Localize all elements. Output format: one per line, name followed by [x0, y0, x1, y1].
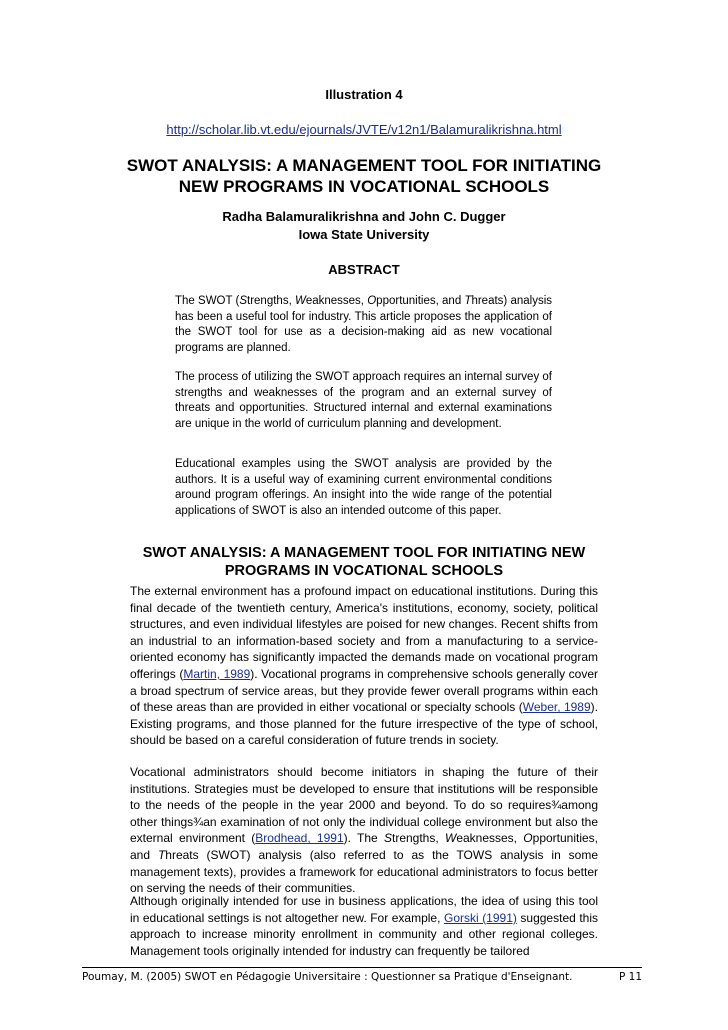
- body-paragraph-1: [130, 583, 598, 749]
- body-p2-text-a: Vocational administrators should become initiators in shaping the future of their institutions. Strategies must be developed to ensure that institutions will be responsible to the needs of the people in the year 2000 and beyond. To do so requires¾among other things¾an examination of not only the individual college environment but also the external environment (: [130, 765, 598, 846]
- body-p2-text-d: eaknesses,: [456, 831, 524, 846]
- section-title-line-2: PROGRAMS IN VOCATIONAL SCHOOLS: [224, 563, 504, 579]
- article-title: [110, 155, 618, 197]
- page-number: P 11: [618, 971, 642, 983]
- article-title-line-2: NEW PROGRAMS IN VOCATIONAL SCHOOLS: [178, 177, 550, 196]
- body-p2-text-c: trengths,: [392, 831, 445, 846]
- abstract-p1-letter-s: S: [239, 295, 248, 307]
- author-affiliation: Iowa State University: [298, 227, 430, 242]
- body-p3-text-a: Although originally intended for use in business applications, the idea of using this tool in educational settings is not altogether new. For example,: [130, 894, 598, 925]
- abstract-p1-text-a: The SWOT (: [175, 295, 240, 307]
- body-p3-text-b: suggested this approach to increase minority enrollment in community and other regional colleges. Management tools originally intended for industry can frequently be tailored: [130, 910, 598, 958]
- body-paragraph-2: [130, 764, 598, 897]
- body-p2-text-b: ). The: [343, 831, 384, 846]
- body-p2-text-f: hreats (SWOT) analysis (also referred to as the TOWS analysis in some management texts), provides a framework for educational administrators to focus better on serving the needs of their communities.: [130, 847, 598, 896]
- body-p2-text-e: pportunities, and: [130, 831, 599, 862]
- section-title: [130, 544, 598, 580]
- citation-link-martin[interactable]: Martin, 1989: [183, 666, 251, 681]
- body-p2-letter-o: O: [523, 831, 533, 846]
- abstract-paragraph-3: Educational examples using the SWOT analysis are provided by the authors. It is a useful way of examining current environmental conditions around program offerings. An insight into the wide range of the potential applications of SWOT is also an intended outcome of this paper.: [175, 458, 552, 518]
- abstract-paragraph-2: The process of utilizing the SWOT approach requires an internal survey of strengths and weaknesses of the program and an external survey of threats and opportunities. Structured internal and external examinations are unique in the world of curriculum planning and development.: [175, 371, 552, 431]
- body-paragraph-3: [130, 893, 598, 961]
- citation-link-weber[interactable]: Weber, 1989: [522, 700, 591, 715]
- citation-link-brodhead[interactable]: Brodhead, 1991: [255, 831, 344, 846]
- abstract-p1-letter-t: T: [464, 295, 472, 307]
- citation-link-gorski[interactable]: Gorski (1991): [443, 910, 517, 925]
- abstract-p1-text-d: pportunities, and: [376, 295, 465, 307]
- source-url-link[interactable]: [0, 122, 728, 137]
- footer-divider: [82, 967, 642, 968]
- author-names: Radha Balamuralikrishna and John C. Dugger: [222, 209, 506, 224]
- body-p2-letter-s: S: [383, 831, 392, 846]
- article-title-line-1: SWOT ANALYSIS: A MANAGEMENT TOOL FOR INITIATING: [126, 156, 602, 175]
- abstract-heading: ABSTRACT: [328, 262, 400, 277]
- body-p1-text-c: ). Existing programs, and those planned for the future irrespective of the type of school, should be based on a careful consideration of future trends in society.: [130, 700, 599, 748]
- footer-citation: Poumay, M. (2005) SWOT en Pédagogie Universitaire : Questionner sa Pratique d'Enseignant.: [82, 971, 573, 983]
- body-p2-letter-t: T: [157, 847, 166, 862]
- authors-block: [110, 208, 618, 244]
- section-title-line-1: SWOT ANALYSIS: A MANAGEMENT TOOL FOR INITIATING NEW: [142, 545, 586, 561]
- abstract-p1-letter-w: W: [294, 295, 306, 307]
- abstract-paragraph-1: [175, 294, 552, 357]
- illustration-label: Illustration 4: [325, 87, 403, 102]
- source-url-text[interactable]: http://scholar.lib.vt.edu/ejournals/JVTE/v12n1/Balamuralikrishna.html: [166, 122, 562, 137]
- abstract-p1-text-c: eaknesses,: [305, 295, 368, 307]
- body-p1-text-b: ). Vocational programs in comprehensive schools generally cover a broad spectrum of service areas, but they provide fewer overall programs within each of these areas than are provided in either vocational or specialty schools (: [130, 666, 599, 715]
- abstract-p1-letter-o: O: [367, 295, 377, 307]
- body-p2-letter-w: W: [444, 831, 457, 846]
- abstract-p1-text-e: hreats) analysis has been a useful tool for industry. This article proposes the application of the SWOT tool for use as a decision-making aid as new vocational programs are planned.: [175, 295, 552, 355]
- body-p1-text-a: The external environment has a profound impact on educational institutions. During this final decade of the twentieth century, America's institutions, economy, society, political structures, and even individual lifestyles are poised for new changes. Recent shifts from an industrial to an information-based society and from a manufacturing to a service-oriented economy has significantly impacted the demands made on vocational program offerings (: [130, 584, 598, 681]
- abstract-p1-text-b: trengths,: [247, 295, 295, 307]
